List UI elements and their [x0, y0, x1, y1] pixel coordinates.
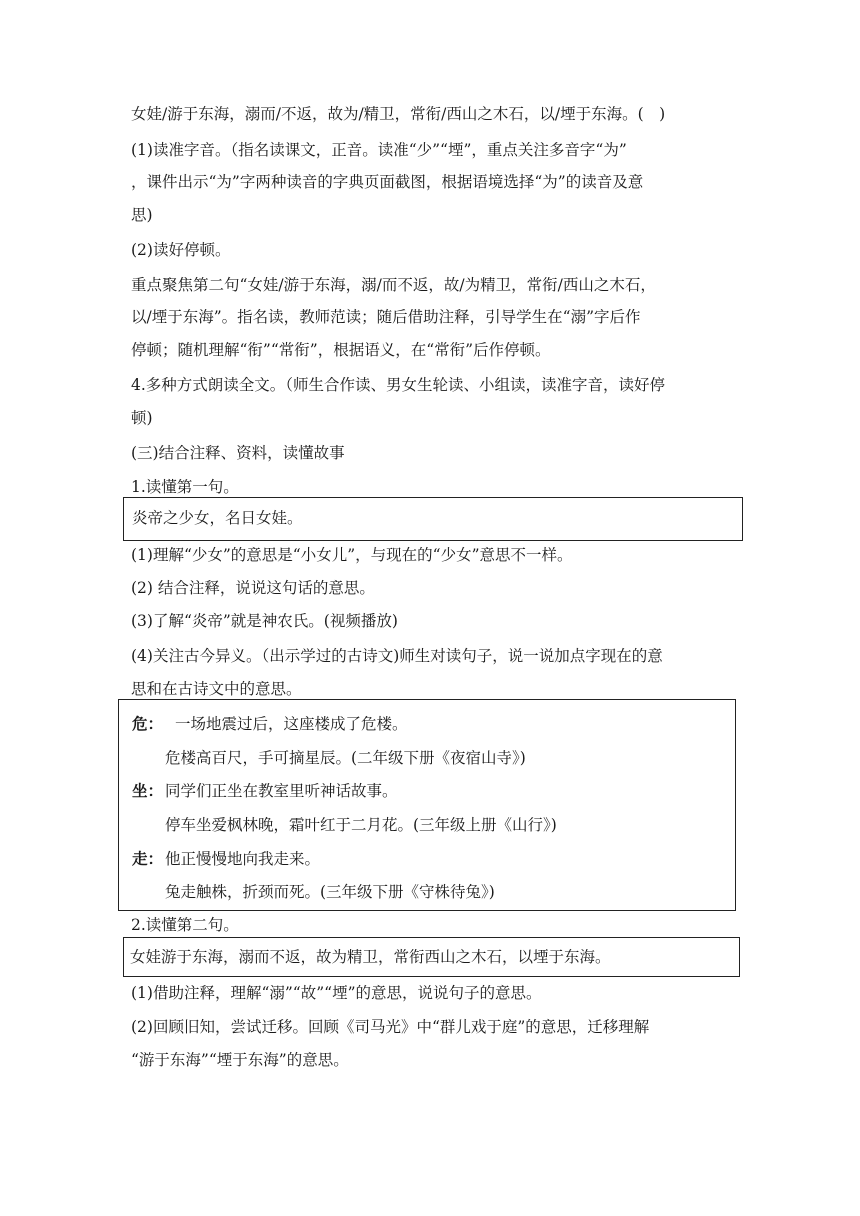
text-line: (1)读准字音。（指名读课文，正音。读准“少”“堙”，重点关注多音字“为” — [131, 141, 627, 159]
text-line: 女娃/游于东海，溺而/不返，故为/精卫，常衔/西山之木石，以/堙于东海。( ) — [131, 105, 666, 123]
example-ancient-sentence: 危楼高百尺，手可摘星辰。(二年级下册《夜宿山寺》) — [165, 749, 526, 767]
text-line: 停顿；随机理解“衔”“常衔”，根据语义，在“常衔”后作停顿。 — [131, 341, 551, 359]
text-line: 思) — [131, 206, 153, 224]
example-box-ancient-modern — [118, 699, 736, 911]
quote-box-second-sentence — [123, 937, 740, 977]
example-char-zuo: 坐： — [132, 781, 164, 800]
example-modern-sentence: 一场地震过后，这座楼成了危楼。 — [175, 715, 408, 733]
text-line: ，课件出示“为”字两种读音的字典页面截图，根据语境选择“为”的读音及意 — [131, 173, 644, 191]
example-modern-sentence: 同学们正坐在教室里听神话故事。 — [165, 782, 398, 800]
text-line: 4.多种方式朗读全文。（师生合作读、男女生轮读、小组读，读准字音，读好停 — [131, 376, 666, 394]
subsection-heading: 1.读懂第一句。 — [131, 478, 239, 496]
text-line: 以/堙于东海”。指名读，教师范读；随后借助注释，引导学生在“溺”字后作 — [131, 308, 641, 326]
example-ancient-sentence: 停车坐爱枫林晚，霜叶红于二月花。(三年级上册《山行》) — [165, 816, 557, 834]
text-line: (4)关注古今异义。（出示学过的古诗文)师生对读句子，说一说加点字现在的意 — [131, 647, 663, 665]
text-line: 思和在古诗文中的意思。 — [131, 680, 302, 698]
section-heading: (三)结合注释、资料，读懂故事 — [131, 444, 345, 462]
text-line: (2) 结合注释，说说这句话的意思。 — [131, 579, 375, 597]
text-line: (3)了解“炎帝”就是神农氏。(视频播放) — [131, 612, 398, 630]
text-line: (1)借助注释，理解“溺”“故”“堙”的意思，说说句子的意思。 — [131, 984, 542, 1002]
text-line: (2)读好停顿。 — [131, 241, 231, 259]
example-modern-sentence: 他正慢慢地向我走来。 — [165, 850, 321, 868]
quote-text: 炎帝之少女，名日女娃。 — [132, 509, 303, 527]
text-line: (2)回顾旧知，尝试迁移。回顾《司马光》中“群儿戏于庭”的意思，迁移理解 — [131, 1018, 650, 1036]
text-line: 顿) — [131, 409, 153, 427]
quote-box-first-sentence — [123, 497, 743, 541]
text-line: 重点聚焦第二句“女娃/游于东海，溺/而不返，故/为精卫，常衔/西山之木石， — [131, 276, 656, 294]
text-line: (1)理解“少女”的意思是“小女儿”，与现在的“少女”意思不一样。 — [131, 546, 573, 564]
example-char-wei: 危： — [132, 714, 164, 733]
quote-text: 女娃游于东海，溺而不返，故为精卫，常衔西山之木石，以堙于东海。 — [130, 948, 611, 966]
subsection-heading: 2.读懂第二句。 — [131, 916, 239, 934]
example-char-zou: 走： — [132, 849, 164, 868]
example-ancient-sentence: 兔走触株，折颈而死。(三年级下册《守株待兔》) — [165, 883, 495, 901]
text-line: “游于东海”“堙于东海”的意思。 — [131, 1051, 349, 1069]
